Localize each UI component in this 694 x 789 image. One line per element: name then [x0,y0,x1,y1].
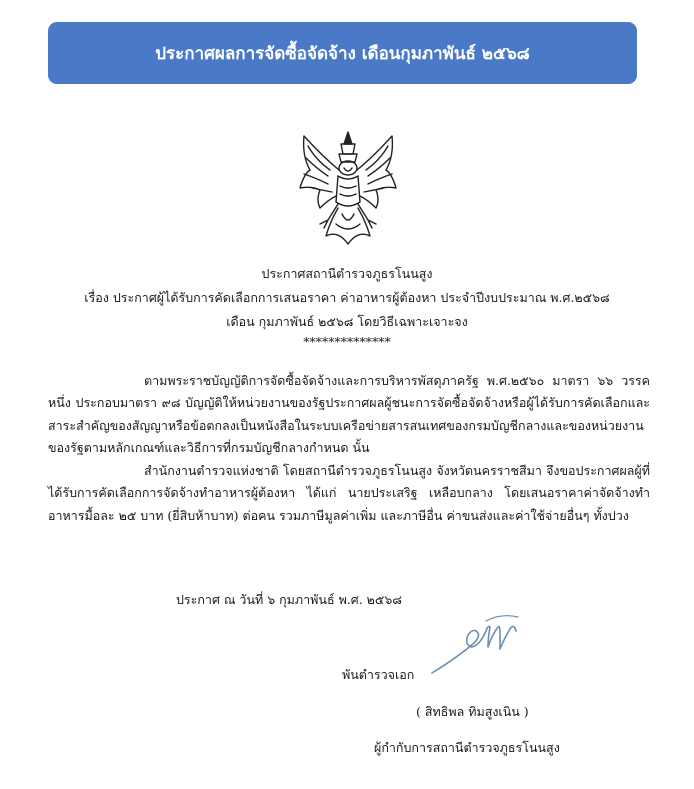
announcement-banner [48,22,637,84]
signer-position: ผู้กำกับการสถานีตำรวจภูธรโนนสูง [374,740,560,755]
garuda-emblem-icon [294,130,402,246]
body-paragraph-1: ตามพระราชบัญญัติการจัดซื้อจัดจ้างและการบริหารพัสดุภาครัฐ พ.ศ.๒๕๖๐ มาตรา ๖๖ วรรคหนึ่ง ประกอบมาตรา ๙๘ บัญญัติให้หน่วยงานของรัฐประกาศผลผู้ชนะการจัดซื้อจัดจ้างหรือผู้ได้รับการคัดเลือกและสาระสำคัญของสัญญาหรือข้อตกลงเป็นหนังสือในระบบเครือข่ายสารสนเทศของกรมบัญชีกลางและของหน่วยงานของรัฐตามหลักเกณฑ์และวิธีการที่กรมบัญชีกลางกำหนด นั้น [48,373,650,456]
header-line-title: ประกาศสถานีตำรวจภูธรโนนสูง [261,266,433,281]
signer-rank: พันตำรวจเอก [342,667,415,682]
header-separator: ************** [303,334,391,349]
signer-name: ( สิทธิพล ทิมสูงเนิน ) [416,704,529,719]
body-paragraph-2: สำนักงานตำรวจแห่งชาติ โดยสถานีตำรวจภูธรโนนสูง จังหวัดนครราชสีมา จึงขอประกาศผลผู้ที่ได้รับการคัดเลือกการจัดจ้างทำอาหารผู้ต้องหา ได้แก่ นายประเสริฐ เหลือบกลาง โดยเสนอราคาค่าจัดจ้างทำอาหารมื้อละ ๒๕ บาท (ยี่สิบห้าบาท) ต่อคน รวมภาษีมูลค่าเพิ่ม และภาษีอื่น ค่าขนส่งและค่าใช้จ่ายอื่นๆ ทั้งปวง [48,463,650,523]
header-line-month: เดือน กุมภาพันธ์ ๒๕๖๘ โดยวิธีเฉพาะเจาะจง [226,314,468,329]
handwritten-signature-icon [428,605,532,677]
banner-title: ประกาศผลการจัดซื้อจัดจ้าง เดือนกุมภาพันธ์ ๒๕๖๘ [155,43,530,64]
announcement-date: ประกาศ ณ วันที่ ๖ กุมภาพันธ์ พ.ศ. ๒๕๖๘ [176,592,402,607]
header-line-subject: เรื่อง ประกาศผู้ได้รับการคัดเลือกการเสนอราคา ค่าอาหารผู้ต้องหา ประจำปีงบประมาณ พ.ศ.๒๕๖๘ [84,290,610,305]
